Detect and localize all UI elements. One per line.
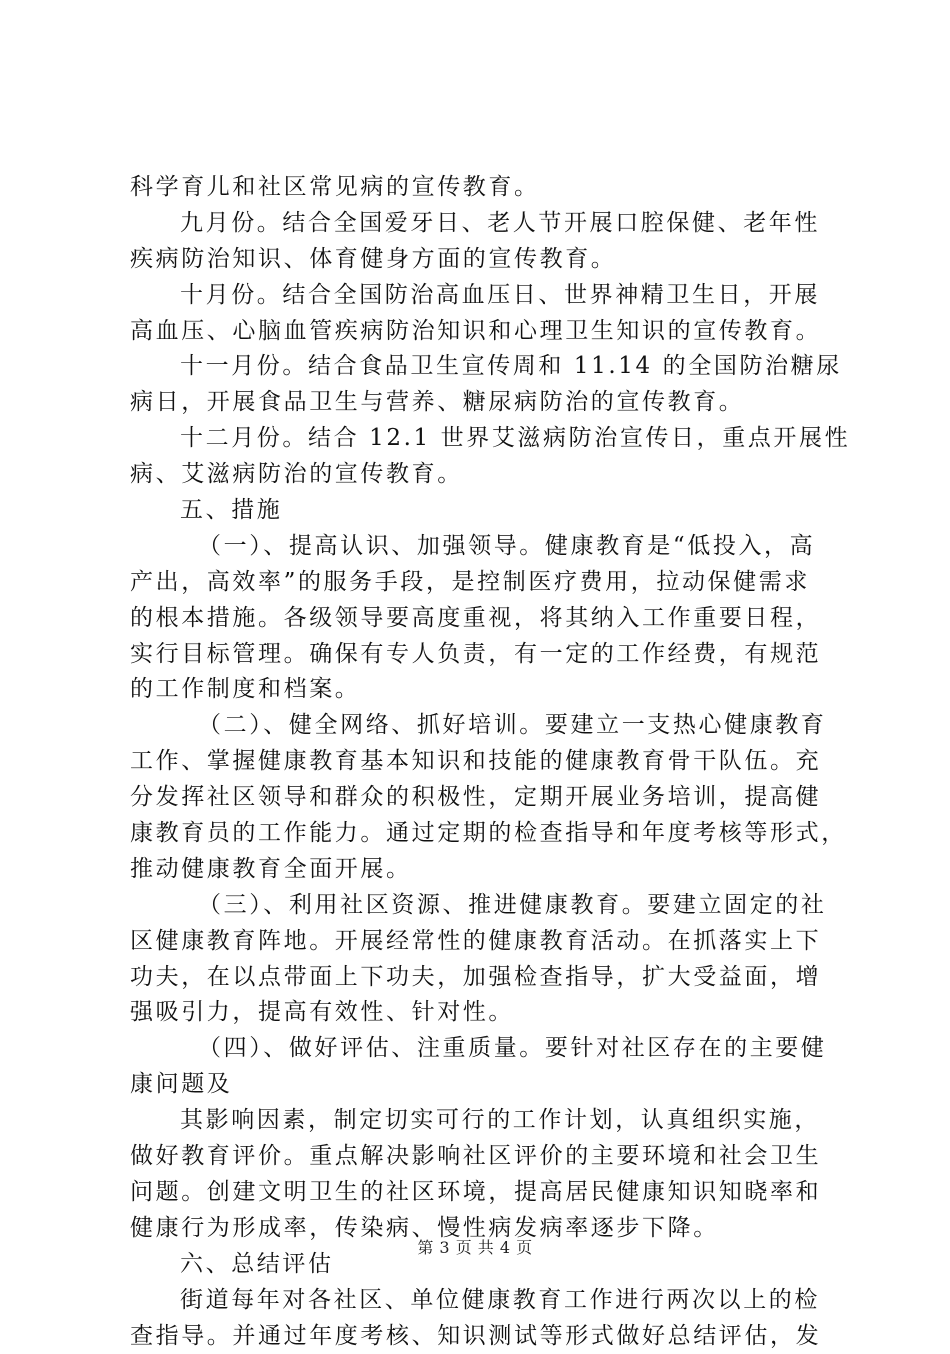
document-body [130,170,830,1354]
text-line: 十二月份。结合 12.1 世界艾滋病防治宣传日，重点开展性 [130,421,830,457]
text-line: 的根本措施。各级领导要高度重视，将其纳入工作重要日程， [130,601,830,637]
text-line: 病日，开展食品卫生与营养、糖尿病防治的宣传教育。 [130,385,830,421]
text-line: 康教育员的工作能力。通过定期的检查指导和年度考核等形式， [130,816,830,852]
text-line: 问题。创建文明卫生的社区环境，提高居民健康知识知晓率和 [130,1175,830,1211]
text-line: （四）、做好评估、注重质量。要针对社区存在的主要健 [130,1031,830,1067]
text-line: （一）、提高认识、加强领导。健康教育是“低投入，高 [130,529,830,565]
text-line: 做好教育评价。重点解决影响社区评价的主要环境和社会卫生 [130,1139,830,1175]
text-line: 病、艾滋病防治的宣传教育。 [130,457,830,493]
text-line: 推动健康教育全面开展。 [130,852,830,888]
text-line: 分发挥社区领导和群众的积极性，定期开展业务培训，提高健 [130,780,830,816]
text-line: 九月份。结合全国爱牙日、老人节开展口腔保健、老年性 [130,206,830,242]
text-line: 十月份。结合全国防治高血压日、世界神精卫生日，开展 [130,278,830,314]
text-line: 实行目标管理。确保有专人负责，有一定的工作经费，有规范 [130,637,830,673]
text-line: 康问题及 [130,1067,830,1103]
text-line: 十一月份。结合食品卫生宣传周和 11.14 的全国防治糖尿 [130,349,830,385]
text-line: 健康行为形成率，传染病、慢性病发病率逐步下降。 [130,1211,830,1247]
text-line: （三）、利用社区资源、推进健康教育。要建立固定的社 [130,888,830,924]
text-line: 强吸引力，提高有效性、针对性。 [130,995,830,1031]
text-line: 功夫，在以点带面上下功夫，加强检查指导，扩大受益面，增 [130,960,830,996]
section-heading: 五、措施 [130,493,830,529]
text-line: 街道每年对各社区、单位健康教育工作进行两次以上的检 [130,1283,830,1319]
text-line: 高血压、心脑血管疾病防治知识和心理卫生知识的宣传教育。 [130,314,830,350]
text-line: 查指导。并通过年度考核、知识测试等形式做好总结评估，发 [130,1319,830,1354]
page-footer: 第 3 页 共 4 页 [0,1238,950,1258]
section-heading: 六、总结评估 [130,1247,830,1283]
text-line: 其影响因素，制定切实可行的工作计划，认真组织实施， [130,1103,830,1139]
text-line: 区健康教育阵地。开展经常性的健康教育活动。在抓落实上下 [130,924,830,960]
text-line: 科学育儿和社区常见病的宣传教育。 [130,170,830,206]
text-line: 疾病防治知识、体育健身方面的宣传教育。 [130,242,830,278]
text-line: 产出，高效率”的服务手段，是控制医疗费用，拉动保健需求 [130,565,830,601]
text-line: （二）、健全网络、抓好培训。要建立一支热心健康教育 [130,708,830,744]
text-line: 的工作制度和档案。 [130,672,830,708]
text-line: 工作、掌握健康教育基本知识和技能的健康教育骨干队伍。充 [130,744,830,780]
